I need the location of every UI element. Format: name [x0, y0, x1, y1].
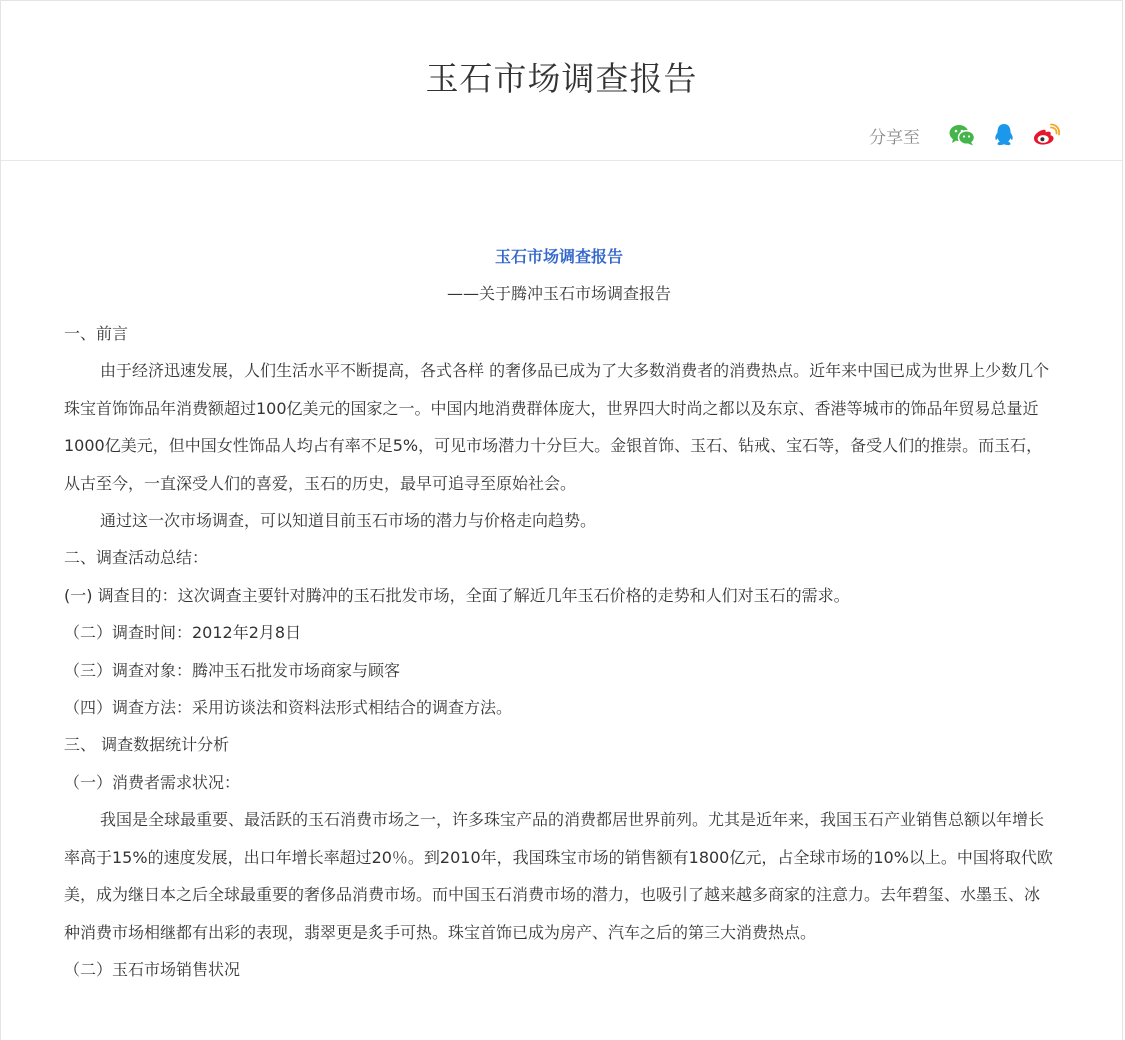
- article-header: [1, 1, 1122, 161]
- page-title: 玉石市场调查报告: [425, 59, 698, 98]
- article-body: [64, 241, 1054, 988]
- share-label: 分享至: [869, 127, 920, 148]
- paragraph: 三、 调查数据统计分析: [64, 735, 230, 755]
- paragraph: 二、调查活动总结：: [64, 548, 209, 568]
- paragraph: 由于经济迅速发展，人们生活水平不断提高，各式各样 的奢侈品已成为了大多数消费者的消费热点。近年来中国已成为世界上少数几个珠宝首饰饰品年消费额超过100亿美元的国家之一。中国内地消费群体庞大，世界四大时尚之都以及东京、香港等城市的饰品年贸易总量近1000亿美元，但中国女性饰品人均占有率不足5%，可见市场潜力十分巨大。金银首饰、玉石、钻戒、宝石等，备受人们的推崇。而玉石，从古至今，一直深受人们的喜爱，玉石的历史，最早可追寻至原始社会。: [64, 361, 1050, 493]
- document-title: 玉石市场调查报告: [494, 247, 623, 266]
- share-bar: [869, 121, 1060, 149]
- paragraph: 通过这一次市场调查，可以知道目前玉石市场的潜力与价格走向趋势。: [100, 511, 597, 531]
- paragraph: （二）调查时间：2012年2月8日: [64, 623, 302, 643]
- paragraph: 一、前言: [64, 324, 129, 343]
- paragraph: （二）玉石市场销售状况: [64, 959, 241, 979]
- paragraph: 我国是全球最重要、最活跃的玉石消费市场之一，许多珠宝产品的消费都居世界前列。尤其是近年来，我国玉石产业销售总额以年增长率高于15%的速度发展，出口年增长率超过20％。到2010年，我国珠宝市场的销售额有1800亿元，占全球市场的10%以上。中国将取代欧美，成为继日本之后全球最重要的奢侈品消费市场。而中国玉石消费市场的潜力，也吸引了越来越多商家的注意力。去年碧玺、水墨玉、冰种消费市场相继都有出彩的表现，翡翠更是炙手可热。珠宝首饰已成为房产、汽车之后的第三大消费热点。: [64, 810, 1053, 942]
- weibo-icon[interactable]: [1032, 121, 1060, 149]
- wechat-icon[interactable]: [948, 121, 976, 149]
- document-subtitle: ——关于腾冲玉石市场调查报告: [446, 284, 671, 303]
- qq-icon[interactable]: [990, 121, 1018, 149]
- paragraph: （三）调查对象：腾冲玉石批发市场商家与顾客: [64, 660, 401, 680]
- paragraph: (一) 调查目的：这次调查主要针对腾冲的玉石批发市场，全面了解近几年玉石价格的走势和人们对玉石的需求。: [64, 585, 850, 605]
- paragraph: （一）消费者需求状况：: [64, 772, 241, 792]
- paragraph: （四）调查方法：采用访谈法和资料法形式相结合的调查方法。: [64, 698, 513, 718]
